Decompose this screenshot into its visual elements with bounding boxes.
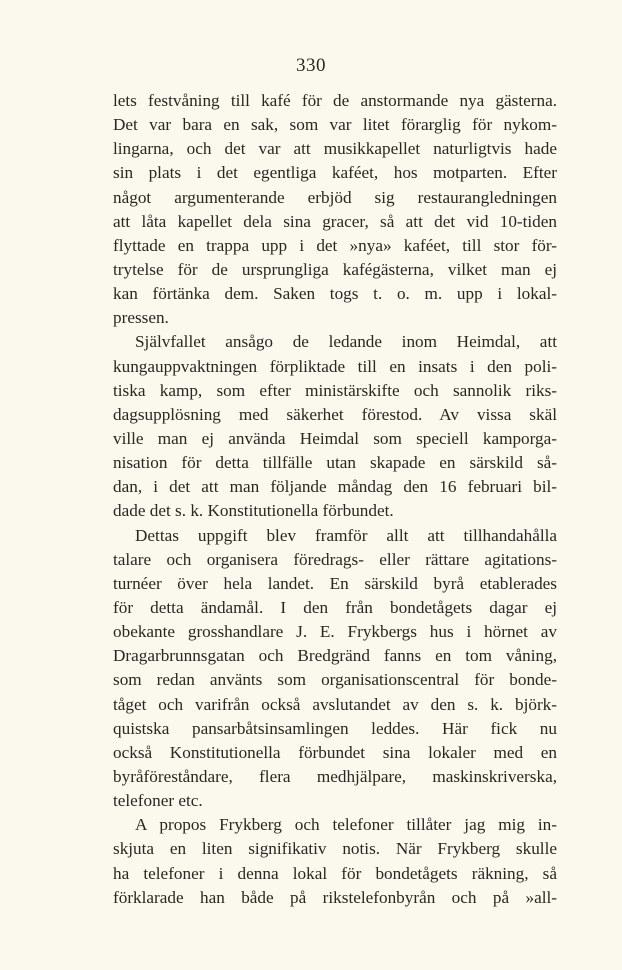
text-line: skjuta en liten signifikativ notis. När Frykberg skulle [113,839,557,859]
text-line: något argumenterande erbjöd sig restaurangledningen [113,187,557,207]
text-line: ha telefoner i denna lokal för bondetågets räkning, så [113,863,557,883]
text-line: telefoner etc. [113,791,203,811]
text-line: dade det s. k. Konstitutionella förbundet. [113,501,394,521]
text-line: lets festvåning till kafé för de anstormande nya gästerna. [113,91,557,110]
text-line: förklarade han både på rikstelefonbyrån och på »all- [113,887,557,907]
text-line: nisation för detta tillfälle utan skapade en särskild så- [113,453,557,473]
text-line: ville man ej använda Heimdal som speciell kamporga- [113,428,557,448]
text-line: kan förtänka dem. Saken togs t. o. m. upp i lokal- [113,284,557,304]
text-line: turnéer över hela landet. En särskild byrå etablerades [113,573,557,593]
text-line: A propos Frykberg och telefoner tillåter jag mig in- [135,815,557,835]
text-line: Dragarbrunnsgatan och Bredgränd fanns en tom våning, [113,646,557,666]
text-line: som redan använts som organisationscentral för bonde- [113,670,557,690]
text-line: tiska kamp, som efter ministärskifte och sannolik riks- [113,380,557,400]
text-line: Självfallet ansågo de ledande inom Heimdal, att [135,332,557,352]
body-text [113,89,557,910]
text-line: pressen. [113,308,169,328]
text-line: för detta ändamål. I den från bondetågets dagar ej [113,597,557,617]
page-number: 330 [296,55,326,76]
text-line: att låta kapellet dela sina gracer, så att det vid 10-tiden [113,211,557,231]
text-line: lingarna, och det var att musikkapellet naturligtvis hade [113,139,557,159]
text-line: Det var bara en sak, som var litet förarglig för nykom- [113,115,557,135]
text-line: också Konstitutionella förbundet sina lokaler med en [113,742,557,762]
text-line: byråföreståndare, flera medhjälpare, maskinskriverska, [113,766,557,786]
text-line: Dettas uppgift blev framför allt att tillhandahålla [135,525,557,545]
text-line: dagsupplösning med säkerhet förestod. Av vissa skäl [113,404,557,424]
text-line: obekante grosshandlare J. E. Frykbergs hus i hörnet av [113,622,557,642]
text-line: tåget och varifrån också avslutandet av den s. k. björk- [113,694,557,714]
text-line: dan, i det att man följande måndag den 16 februari bil- [113,477,557,497]
text-line: quistska pansarbåtsinsamlingen leddes. Här fick nu [113,718,557,738]
text-line: trytelse för de ursprungliga kafégästerna, vilket man ej [113,259,557,279]
text-line: kungauppvaktningen förpliktade till en insats i den poli- [113,356,557,376]
text-line: talare och organisera föredrags- eller rättare agitations- [113,549,557,569]
text-line: sin plats i det egentliga kaféet, hos motparten. Efter [113,163,557,183]
text-line: flyttade en trappa upp i det »nya» kaféet, till stor för- [113,235,557,255]
